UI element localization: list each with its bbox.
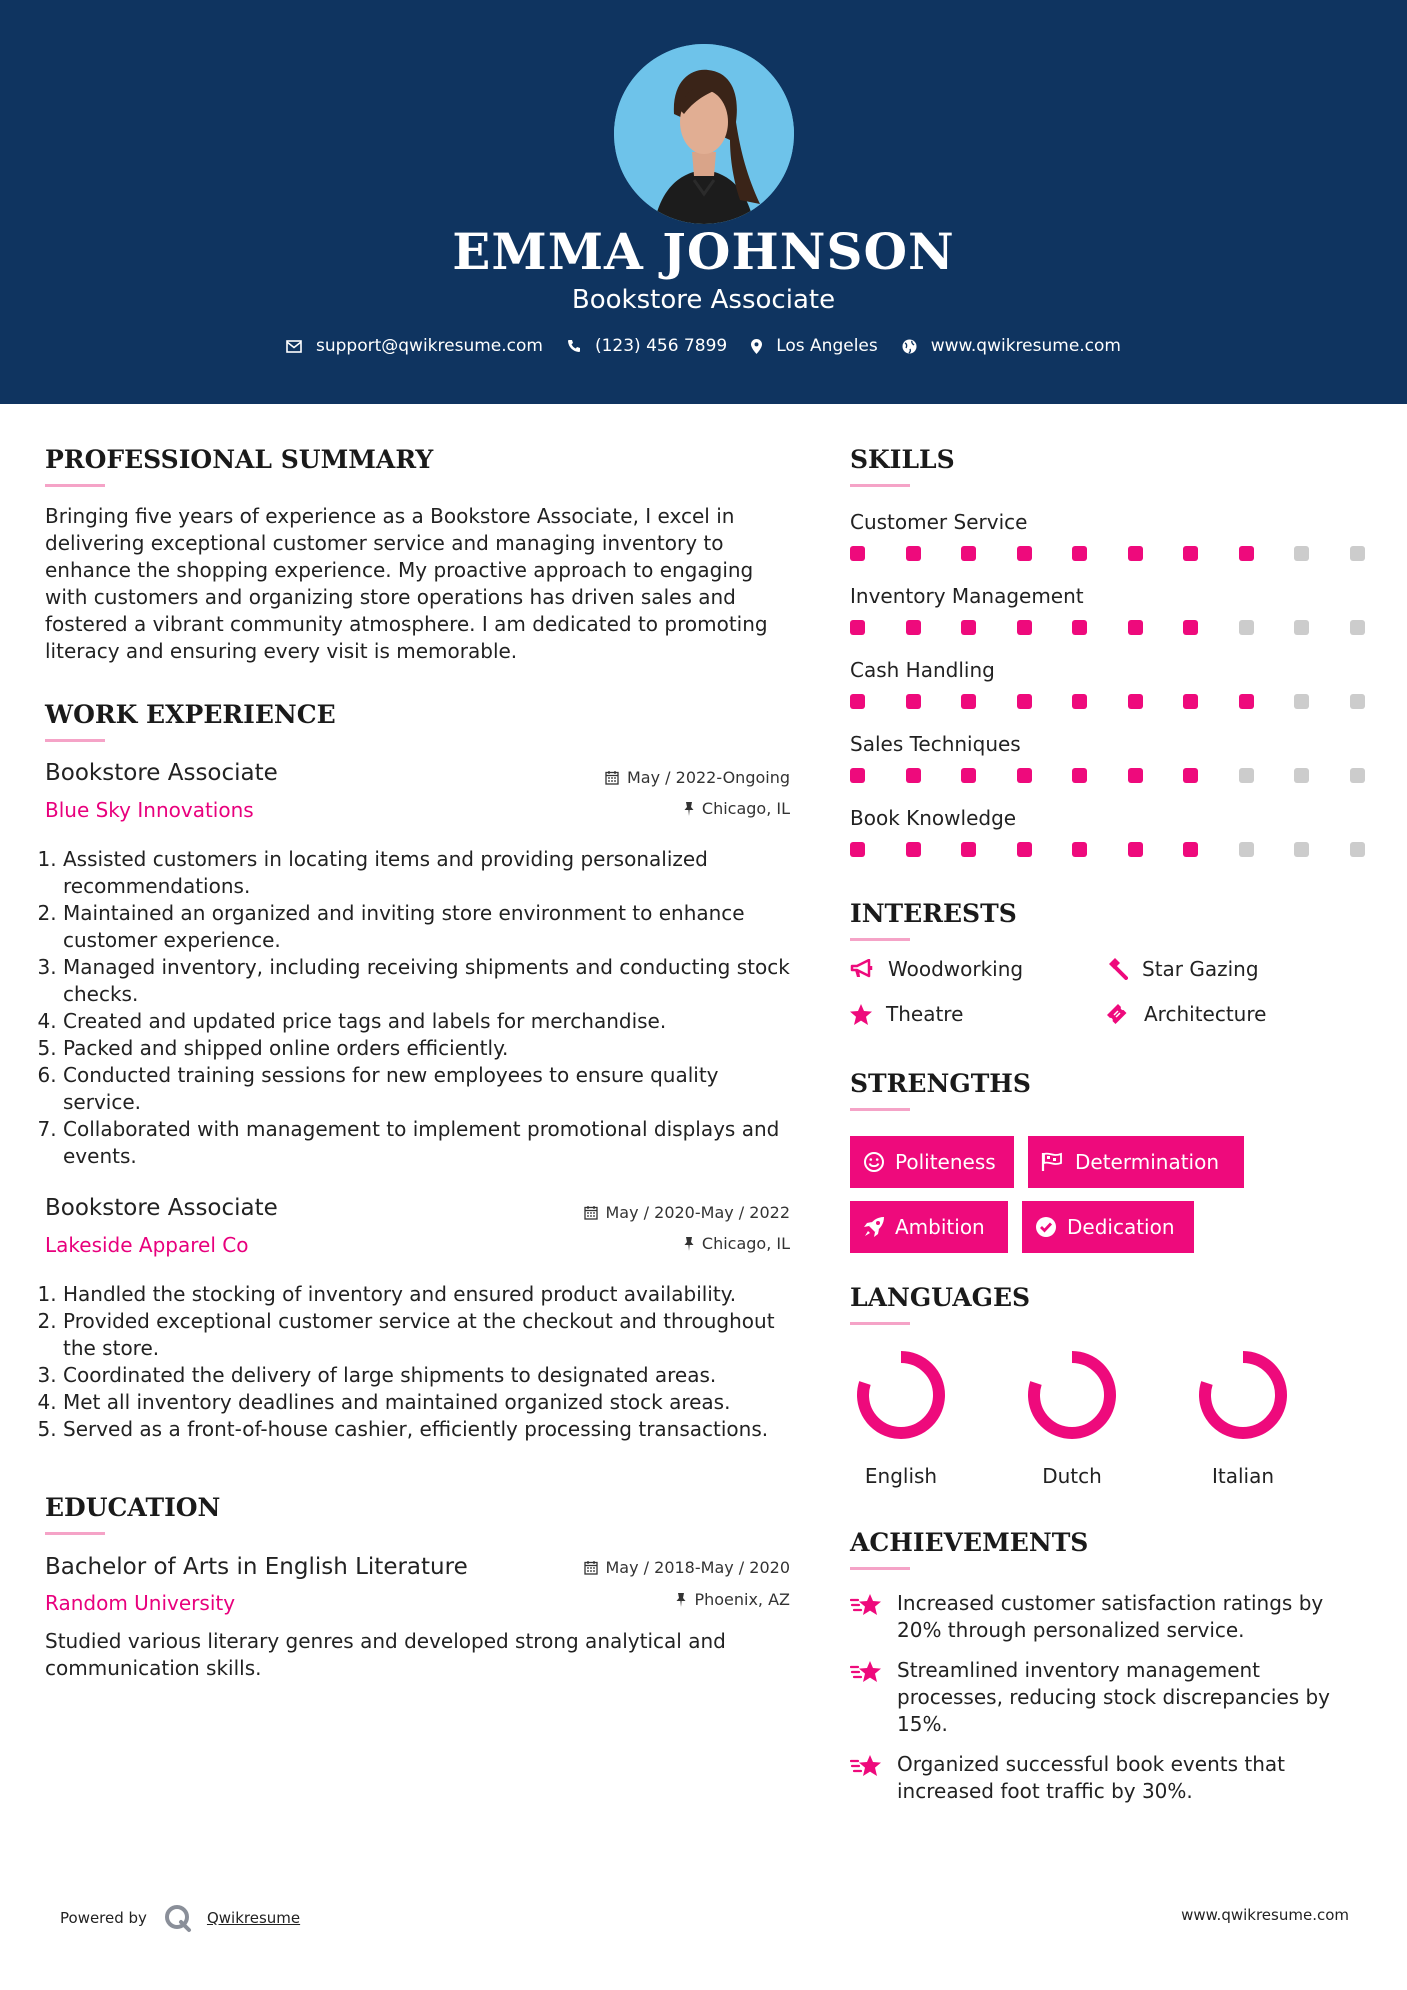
achievements-heading-underline: [850, 1567, 910, 1570]
skill-dot-filled: [1183, 842, 1198, 857]
achievements-list: [850, 1590, 1370, 1805]
skill-name: Cash Handling: [850, 658, 995, 682]
strength-label: Ambition: [895, 1215, 985, 1239]
strength-chip: [850, 1201, 1008, 1253]
skill-dot-empty: [1294, 694, 1309, 709]
skill-dot-filled: [1017, 620, 1032, 635]
strength-chip: [1022, 1201, 1194, 1253]
skill-level-dots: [850, 620, 1365, 635]
skill-dot-filled: [1128, 546, 1143, 561]
list-item: 5. Packed and shipped online orders efficiently.: [63, 1035, 790, 1062]
achievement-item: [850, 1590, 1370, 1644]
gavel-icon: [1106, 958, 1128, 980]
interest-label: Woodworking: [888, 957, 1024, 981]
powered-by-text: Powered by: [60, 1909, 147, 1927]
job-location-text: Chicago, IL: [701, 799, 790, 818]
skill-dot-filled: [1183, 768, 1198, 783]
skill-dot-filled: [1128, 842, 1143, 857]
language-progress-ring: [1198, 1350, 1288, 1440]
profile-photo: [614, 44, 794, 224]
skill-level-dots: [850, 546, 1365, 561]
strengths-section: [850, 1069, 1370, 1111]
pushpin-icon: [684, 1236, 694, 1251]
skill-dot-filled: [1128, 620, 1143, 635]
job-date-text: May / 2020-May / 2022: [605, 1203, 790, 1222]
language-progress-ring: [856, 1350, 946, 1440]
rocket-icon: [863, 1216, 885, 1238]
list-item: 7. Collaborated with management to implement promotional displays and events.: [63, 1116, 790, 1170]
skill-dot-filled: [961, 694, 976, 709]
language-name: English: [864, 1464, 938, 1488]
skills-list: [850, 510, 1370, 880]
job-duties: [45, 846, 790, 1170]
skill-dot-filled: [1183, 546, 1198, 561]
skill-dot-filled: [961, 842, 976, 857]
achievements-heading: ACHIEVEMENTS: [850, 1528, 1089, 1557]
skill-name: Inventory Management: [850, 584, 1084, 608]
globe-icon: [902, 339, 917, 354]
skill-dot-filled: [961, 620, 976, 635]
language-name: Dutch: [1042, 1464, 1102, 1488]
interests-heading: INTERESTS: [850, 899, 1017, 928]
map-pin-icon: [751, 339, 762, 354]
contact-email[interactable]: [286, 336, 543, 356]
star-icon: [850, 1004, 872, 1025]
contact-phone[interactable]: [567, 336, 727, 356]
calendar-icon: [584, 1205, 598, 1220]
pushpin-icon: [676, 1592, 686, 1607]
list-item: 2. Maintained an organized and inviting store environment to enhance customer experience.: [63, 900, 790, 954]
job-location-text: Chicago, IL: [701, 1234, 790, 1253]
list-item: 4. Created and updated price tags and labels for merchandise.: [63, 1008, 790, 1035]
skill-dot-empty: [1294, 546, 1309, 561]
skill-dot-filled: [850, 694, 865, 709]
skill-dot-filled: [906, 694, 921, 709]
skill-row: [850, 732, 1370, 806]
achievement-item: [850, 1657, 1370, 1738]
candidate-role: Bookstore Associate: [571, 285, 836, 315]
skill-level-dots: [850, 768, 1365, 783]
interest-item: [1106, 957, 1259, 981]
experience-section: [45, 700, 790, 742]
summary-text: Bringing five years of experience as a Bookstore Associate, I excel in delivering exceptional customer service and managing inventory to enhance the shopping experience. My proactive approach to engaging with customers and organizing store operations has driven sales and fostered a vibrant community atmosphere. I am dedicated to promoting literacy and ensuring every visit is memorable.: [45, 504, 768, 663]
job-duties: [45, 1281, 790, 1443]
job-company: Blue Sky Innovations: [45, 798, 254, 822]
shooting-star-icon: [850, 1659, 883, 1685]
calendar-icon: [605, 770, 619, 785]
skill-dot-empty: [1239, 768, 1254, 783]
language-progress-arc: [1205, 1357, 1281, 1433]
skill-dot-empty: [1239, 620, 1254, 635]
skill-row: [850, 584, 1370, 658]
education-heading: EDUCATION: [45, 1493, 221, 1522]
skill-dot-filled: [1072, 842, 1087, 857]
skill-dot-filled: [906, 546, 921, 561]
pushpin-icon: [684, 801, 694, 816]
list-item: 6. Conducted training sessions for new employees to ensure quality service.: [63, 1062, 790, 1116]
job-date-text: May / 2022-Ongoing: [627, 768, 790, 787]
skill-dot-filled: [906, 768, 921, 783]
degree-title: Bachelor of Arts in English Literature: [45, 1554, 468, 1580]
job-entry: [45, 1195, 790, 1443]
skill-dot-empty: [1350, 842, 1365, 857]
job-location: [684, 1234, 790, 1253]
brand-link[interactable]: Qwikresume: [206, 1909, 301, 1927]
envelope-icon: [286, 340, 302, 353]
strength-chip: [850, 1136, 1014, 1188]
shooting-star-icon: [850, 1592, 883, 1618]
interest-item: [850, 957, 1023, 981]
summary-section: [45, 445, 790, 665]
strength-label: Dedication: [1067, 1215, 1175, 1239]
skill-dot-empty: [1350, 620, 1365, 635]
email-text: support@qwikresume.com: [316, 336, 543, 356]
phone-text: (123) 456 7899: [594, 336, 728, 356]
qwikresume-logo-icon: [163, 1903, 193, 1933]
skill-dot-empty: [1350, 546, 1365, 561]
skill-level-dots: [850, 694, 1365, 709]
skill-dot-empty: [1350, 694, 1365, 709]
interests-section: [850, 899, 1370, 941]
list-item: 3. Managed inventory, including receiving shipments and conducting stock checks.: [63, 954, 790, 1008]
contact-location: [751, 336, 878, 356]
strengths-heading: STRENGTHS: [850, 1069, 1031, 1098]
skill-name: Customer Service: [850, 510, 1028, 534]
header-banner: [0, 0, 1407, 404]
shooting-star-icon: [850, 1753, 883, 1779]
interest-label: Architecture: [1144, 1002, 1267, 1026]
achievement-text: Streamlined inventory management processes, reducing stock discrepancies by 15%.: [897, 1658, 1331, 1736]
language-progress-arc: [1034, 1357, 1110, 1433]
strengths-heading-underline: [850, 1108, 910, 1111]
job-entry: [45, 760, 790, 1170]
list-item: 1. Assisted customers in locating items and providing personalized recommendations.: [63, 846, 790, 900]
skill-dot-filled: [1017, 842, 1032, 857]
calendar-icon: [584, 1560, 598, 1575]
education-heading-underline: [45, 1532, 105, 1535]
language-name: Italian: [1211, 1464, 1275, 1488]
job-company: Lakeside Apparel Co: [45, 1233, 249, 1257]
language-ring: [1198, 1350, 1288, 1444]
strength-label: Determination: [1075, 1150, 1220, 1174]
job-title: Bookstore Associate: [45, 1195, 278, 1221]
footer-powered-by: [60, 1903, 300, 1933]
skill-row: [850, 658, 1370, 732]
strength-label: Politeness: [895, 1150, 996, 1174]
skill-dot-empty: [1294, 768, 1309, 783]
languages-section: [850, 1283, 1370, 1325]
list-item: 4. Met all inventory deadlines and maintained organized stock areas.: [63, 1389, 790, 1416]
language-progress-ring: [1027, 1350, 1117, 1440]
education-description: Studied various literary genres and developed strong analytical and communication skills.: [45, 1629, 726, 1680]
languages-heading-underline: [850, 1322, 910, 1325]
skill-dot-filled: [1239, 694, 1254, 709]
languages-heading: LANGUAGES: [850, 1283, 1031, 1312]
education-date-text: May / 2018-May / 2020: [605, 1558, 790, 1577]
experience-heading-underline: [45, 739, 105, 742]
achievement-text: Increased customer satisfaction ratings by 20% through personalized service.: [897, 1591, 1324, 1642]
skill-dot-filled: [906, 842, 921, 857]
skill-dot-filled: [1072, 768, 1087, 783]
language-ring: [856, 1350, 946, 1444]
skill-dot-filled: [1239, 546, 1254, 561]
summary-heading-underline: [45, 484, 105, 487]
candidate-name: EMMA JOHNSON: [452, 222, 955, 281]
skill-name: Sales Techniques: [850, 732, 1021, 756]
language-ring: [1027, 1350, 1117, 1444]
interests-heading-underline: [850, 938, 910, 941]
achievements-section: [850, 1528, 1370, 1570]
education-entry: [45, 1554, 790, 1682]
skill-level-dots: [850, 842, 1365, 857]
skill-dot-filled: [1128, 768, 1143, 783]
skill-dot-empty: [1294, 842, 1309, 857]
education-location: [676, 1590, 790, 1609]
summary-heading: PROFESSIONAL SUMMARY: [45, 445, 434, 474]
skill-dot-filled: [850, 768, 865, 783]
job-date: [584, 1203, 791, 1222]
skill-row: [850, 510, 1370, 584]
skill-dot-filled: [850, 546, 865, 561]
phone-icon: [567, 339, 581, 353]
list-item: 3. Coordinated the delivery of large shipments to designated areas.: [63, 1362, 790, 1389]
education-section: [45, 1493, 790, 1535]
job-title: Bookstore Associate: [45, 760, 278, 786]
achievement-item: [850, 1751, 1370, 1805]
skills-heading-underline: [850, 484, 910, 487]
ticket-icon: [1106, 1003, 1130, 1025]
avatar: [614, 44, 794, 224]
interest-item: [1106, 1002, 1266, 1026]
skill-dot-empty: [1294, 620, 1309, 635]
skill-dot-filled: [1072, 694, 1087, 709]
smile-icon: [863, 1151, 885, 1173]
interest-label: Star Gazing: [1142, 957, 1259, 981]
skill-dot-filled: [1183, 620, 1198, 635]
skill-dot-filled: [1072, 546, 1087, 561]
skill-dot-filled: [1183, 694, 1198, 709]
skill-dot-filled: [961, 546, 976, 561]
website-text: www.qwikresume.com: [930, 336, 1121, 356]
list-item: 5. Served as a front-of-house cashier, efficiently processing transactions.: [63, 1416, 790, 1443]
skills-section: [850, 445, 1370, 487]
education-location-text: Phoenix, AZ: [694, 1590, 790, 1609]
language-progress-arc: [863, 1357, 939, 1433]
flag-icon: [1041, 1152, 1065, 1172]
skill-row: [850, 806, 1370, 880]
interest-label: Theatre: [886, 1002, 964, 1026]
contact-website[interactable]: [902, 336, 1121, 356]
skill-dot-filled: [961, 768, 976, 783]
job-location: [684, 799, 790, 818]
list-item: 2. Provided exceptional customer service at the checkout and throughout the store.: [63, 1308, 790, 1362]
skill-dot-empty: [1239, 842, 1254, 857]
strength-chip: [1028, 1136, 1244, 1188]
interest-item: [850, 1002, 963, 1026]
skill-name: Book Knowledge: [850, 806, 1017, 830]
achievement-text: Organized successful book events that increased foot traffic by 30%.: [897, 1752, 1285, 1803]
skill-dot-empty: [1350, 768, 1365, 783]
list-item: 1. Handled the stocking of inventory and ensured product availability.: [63, 1281, 790, 1308]
skill-dot-filled: [1072, 620, 1087, 635]
location-text: Los Angeles: [776, 336, 878, 356]
job-date: [605, 768, 790, 787]
skill-dot-filled: [1017, 694, 1032, 709]
skill-dot-filled: [1128, 694, 1143, 709]
skills-heading: SKILLS: [850, 445, 955, 474]
school-name: Random University: [45, 1591, 236, 1615]
bullhorn-icon: [850, 959, 874, 979]
check-circle-icon: [1035, 1216, 1057, 1238]
skill-dot-filled: [1017, 546, 1032, 561]
skill-dot-filled: [1017, 768, 1032, 783]
footer-website[interactable]: www.qwikresume.com: [1181, 1906, 1349, 1924]
skill-dot-filled: [850, 842, 865, 857]
experience-heading: WORK EXPERIENCE: [45, 700, 336, 729]
skill-dot-filled: [906, 620, 921, 635]
education-date: [584, 1558, 791, 1577]
skill-dot-filled: [850, 620, 865, 635]
contact-bar: [0, 336, 1407, 356]
